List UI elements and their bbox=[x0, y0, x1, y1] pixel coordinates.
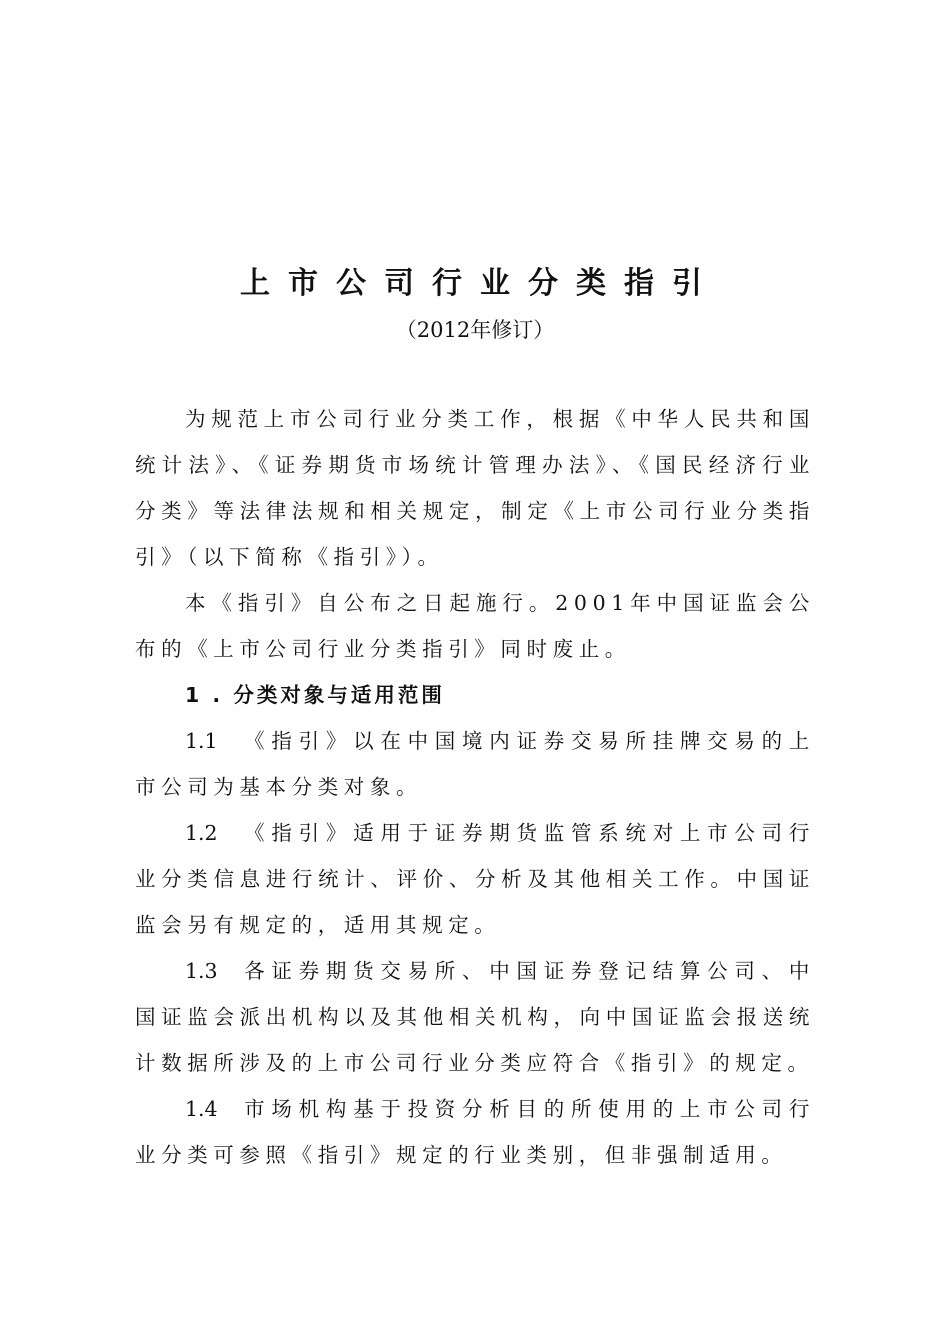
document-title: 上市公司行业分类指引 bbox=[240, 266, 720, 301]
clause-number: 1.3 bbox=[185, 959, 218, 983]
clause-text: 《指引》适用于证券期货监管系统对上市公司行业分类信息进行统计、评价、分析及其他相关工作。中国证监会另有规定的，适用其规定。 bbox=[135, 821, 815, 937]
document-subtitle: （2012年修订） bbox=[395, 318, 555, 342]
clause-text: 市场机构基于投资分析目的所使用的上市公司行业分类可参照《指引》规定的行业类别，但非强制适用。 bbox=[135, 1097, 815, 1167]
clause-1-3 bbox=[135, 948, 815, 1086]
clause-1-4 bbox=[135, 1086, 815, 1178]
clause-number: 1.2 bbox=[185, 821, 218, 845]
paragraph-purpose: 为规范上市公司行业分类工作，根据《中华人民共和国统计法》、《证券期货市场统计管理办法》、《国民经济行业分类》等法律法规和相关规定，制定《上市公司行业分类指引》（以下简称《指引》）。 bbox=[135, 407, 815, 569]
clause-number: 1.1 bbox=[185, 729, 218, 753]
clause-number: 1.4 bbox=[185, 1097, 218, 1121]
section-heading: 1 . 分类对象与适用范围 bbox=[185, 683, 445, 707]
clause-text: 《指引》以在中国境内证券交易所挂牌交易的上市公司为基本分类对象。 bbox=[135, 729, 815, 799]
clause-1-1 bbox=[135, 718, 815, 810]
clause-1-2 bbox=[135, 810, 815, 948]
document-body bbox=[135, 396, 815, 1178]
paragraph-effective-date: 本《指引》自公布之日起施行。2001年中国证监会公布的《上市公司行业分类指引》同时废止。 bbox=[135, 591, 815, 661]
clause-text: 各证券期货交易所、中国证券登记结算公司、中国证监会派出机构以及其他相关机构，向中国证监会报送统计数据所涉及的上市公司行业分类应符合《指引》的规定。 bbox=[135, 959, 815, 1075]
